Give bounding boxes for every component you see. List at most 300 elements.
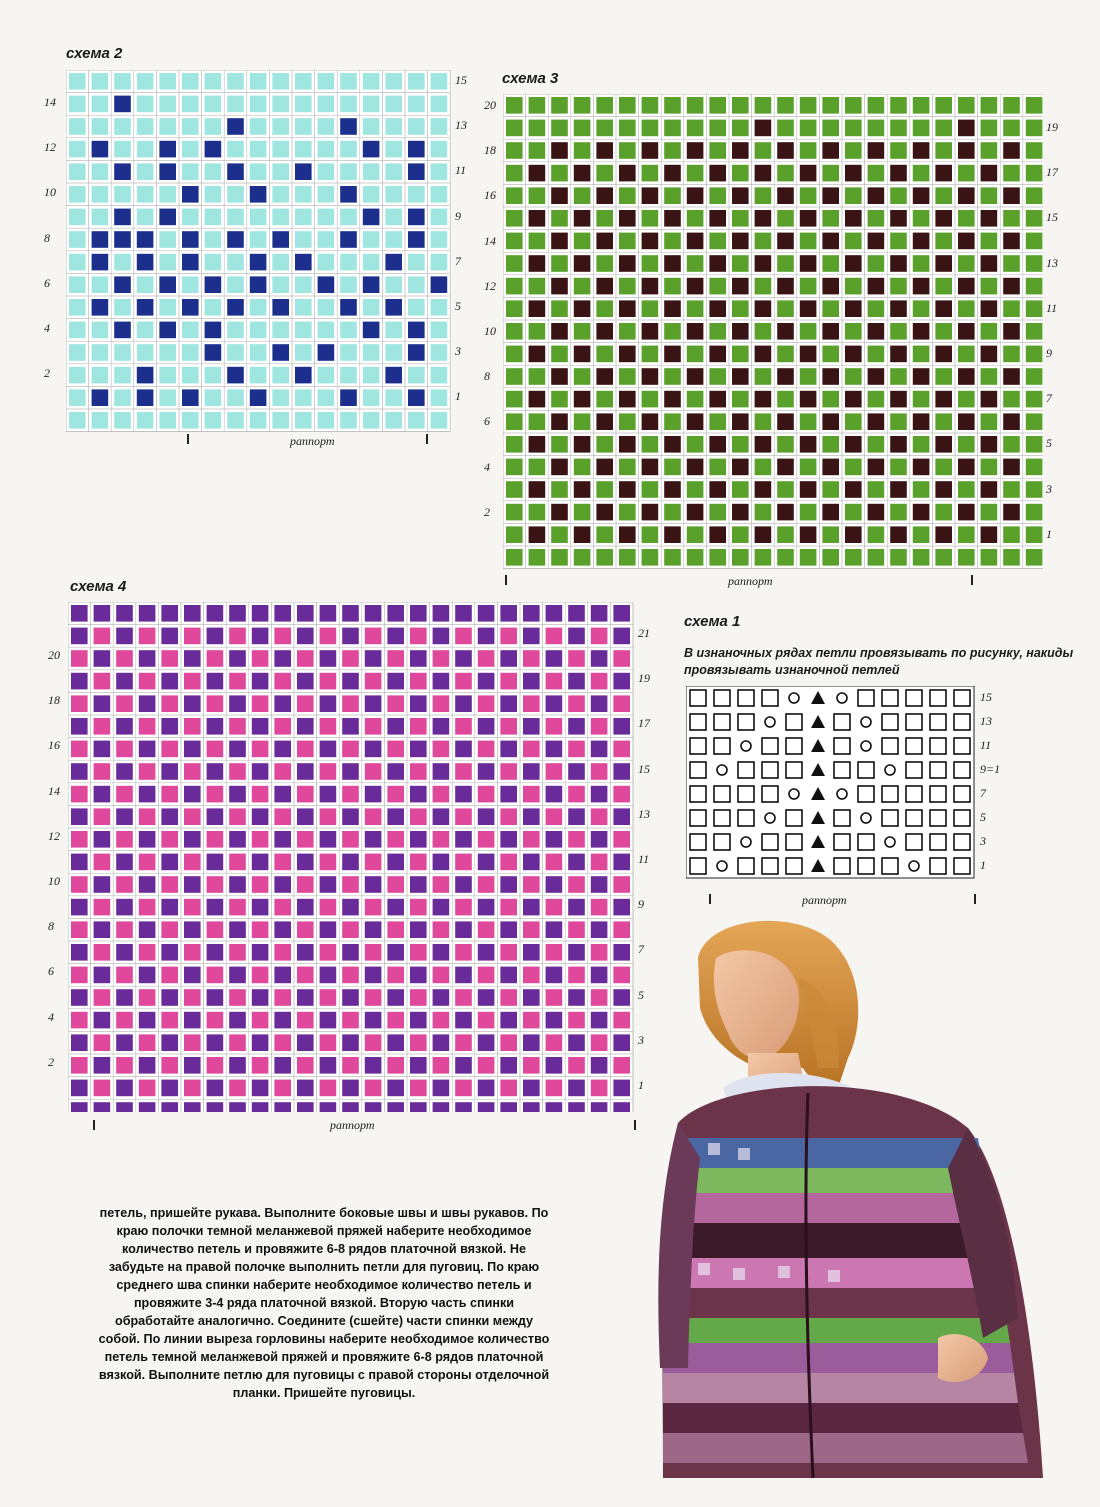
model-photo <box>638 918 1058 1498</box>
stitch-cell <box>385 254 402 271</box>
stitch-cell <box>613 763 630 780</box>
stitch-cell <box>935 187 952 204</box>
stitch-cell <box>184 944 201 961</box>
stitch-cell <box>1026 346 1043 363</box>
stitch-cell <box>455 650 472 667</box>
stitch-cell <box>455 763 472 780</box>
stitch-cell <box>546 899 563 916</box>
stitch-cell <box>500 628 517 645</box>
stitch-cell <box>981 300 998 317</box>
stitch-cell <box>274 1012 291 1029</box>
knit-symbol <box>738 810 754 826</box>
stitch-cell <box>410 1102 427 1112</box>
stitch-cell <box>342 944 359 961</box>
stitch-cell <box>161 628 178 645</box>
stitch-cell <box>981 255 998 272</box>
stitch-cell <box>387 854 404 871</box>
stitch-cell <box>551 549 568 566</box>
stitch-cell <box>295 254 312 271</box>
stitch-cell <box>408 276 425 293</box>
stitch-cell <box>551 233 568 250</box>
stitch-cell <box>568 1102 585 1112</box>
stitch-cell <box>342 876 359 893</box>
stitch-cell <box>295 344 312 361</box>
stitch-cell <box>363 209 380 226</box>
stitch-cell <box>755 481 772 498</box>
stitch-cell <box>295 322 312 339</box>
stitch-cell <box>613 673 630 690</box>
stitch-cell <box>274 718 291 735</box>
knit-symbol <box>858 690 874 706</box>
stitch-cell <box>229 921 246 938</box>
stitch-cell <box>732 233 749 250</box>
stitch-cell <box>1026 323 1043 340</box>
stitch-cell <box>205 209 222 226</box>
stitch-cell <box>274 989 291 1006</box>
stitch-cell <box>800 255 817 272</box>
row-number-right: 9 <box>455 208 461 223</box>
stitch-cell <box>455 967 472 984</box>
stitch-cell <box>229 695 246 712</box>
stitch-cell <box>755 165 772 182</box>
knit-symbol <box>930 738 946 754</box>
stitch-cell <box>500 741 517 758</box>
stitch-cell <box>365 650 382 667</box>
stitch-cell <box>500 1034 517 1051</box>
stitch-cell <box>619 391 636 408</box>
stitch-cell <box>755 187 772 204</box>
stitch-cell <box>71 628 88 645</box>
stitch-cell <box>890 459 907 476</box>
stitch-cell <box>363 186 380 203</box>
stitch-cell <box>295 412 312 429</box>
stitch-cell <box>574 255 591 272</box>
stitch-cell <box>320 605 337 622</box>
row-number-left: 14 <box>44 95 56 109</box>
stitch-cell <box>529 549 546 566</box>
stitch-cell <box>455 1012 472 1029</box>
stitch-cell <box>500 605 517 622</box>
stitch-cell <box>613 854 630 871</box>
stitch-cell <box>410 967 427 984</box>
stitch-cell <box>529 97 546 114</box>
stitch-cell <box>272 389 289 406</box>
stitch-cell <box>385 389 402 406</box>
knit-symbol <box>906 690 922 706</box>
stitch-cell <box>478 628 495 645</box>
stitch-cell <box>664 481 681 498</box>
stitch-cell <box>159 231 176 248</box>
stitch-cell <box>159 163 176 180</box>
stitch-cell <box>250 412 267 429</box>
stitch-cell <box>184 1012 201 1029</box>
stitch-cell <box>1003 120 1020 137</box>
stitch-cell <box>478 876 495 893</box>
stitch-cell <box>205 186 222 203</box>
stitch-cell <box>551 120 568 137</box>
stitch-cell <box>250 209 267 226</box>
stitch-cell <box>523 921 540 938</box>
stitch-cell <box>114 96 131 113</box>
stitch-cell <box>182 141 199 158</box>
stitch-cell <box>709 97 726 114</box>
stitch-cell <box>709 481 726 498</box>
stitch-cell <box>340 344 357 361</box>
stitch-cell <box>139 605 156 622</box>
stitch-cell <box>274 673 291 690</box>
stitch-cell <box>1003 97 1020 114</box>
stitch-cell <box>981 504 998 521</box>
stitch-cell <box>935 459 952 476</box>
stitch-cell <box>69 209 86 226</box>
stitch-cell <box>664 255 681 272</box>
stitch-cell <box>340 299 357 316</box>
stitch-cell <box>664 120 681 137</box>
stitch-cell <box>139 695 156 712</box>
stitch-cell <box>342 695 359 712</box>
stitch-cell <box>506 346 523 363</box>
stitch-cell <box>114 73 131 90</box>
stitch-cell <box>297 1102 314 1112</box>
stitch-cell <box>755 233 772 250</box>
stitch-cell <box>274 899 291 916</box>
stitch-cell <box>433 786 450 803</box>
stitch-cell <box>182 344 199 361</box>
stitch-cell <box>408 389 425 406</box>
stitch-cell <box>116 831 133 848</box>
stitch-cell <box>777 278 794 295</box>
stitch-cell <box>184 763 201 780</box>
row-number-right: 3 <box>980 834 986 848</box>
stitch-cell <box>408 367 425 384</box>
stitch-cell <box>822 323 839 340</box>
rapport-start-tick <box>505 575 507 585</box>
stitch-cell <box>363 231 380 248</box>
stitch-cell <box>320 718 337 735</box>
stitch-cell <box>252 786 269 803</box>
stitch-cell <box>410 673 427 690</box>
knit-symbol <box>786 810 802 826</box>
stitch-cell <box>184 718 201 735</box>
stitch-cell <box>342 718 359 735</box>
stitch-cell <box>320 628 337 645</box>
stitch-cell <box>455 741 472 758</box>
stitch-cell <box>205 96 222 113</box>
stitch-cell <box>613 921 630 938</box>
stitch-cell <box>205 276 222 293</box>
stitch-cell <box>408 209 425 226</box>
scheme-3-rapport-label: раппорт <box>728 574 773 588</box>
stitch-cell <box>272 186 289 203</box>
stitch-cell <box>318 412 335 429</box>
stitch-cell <box>161 899 178 916</box>
row-number-right: 11 <box>1046 300 1058 315</box>
stitch-cell <box>845 278 862 295</box>
knit-symbol <box>834 858 850 874</box>
stitch-cell <box>274 628 291 645</box>
stitch-cell <box>1026 391 1043 408</box>
stitch-cell <box>137 276 154 293</box>
stitch-cell <box>574 300 591 317</box>
stitch-cell <box>365 1080 382 1097</box>
stitch-cell <box>596 459 613 476</box>
stitch-cell <box>137 344 154 361</box>
knit-symbol <box>954 738 970 754</box>
stitch-cell <box>387 650 404 667</box>
stitch-cell <box>229 967 246 984</box>
stitch-cell <box>500 854 517 871</box>
stitch-cell <box>913 459 930 476</box>
stitch-cell <box>92 344 109 361</box>
stitch-cell <box>342 741 359 758</box>
stitch-cell <box>295 186 312 203</box>
stitch-cell <box>822 504 839 521</box>
stitch-cell <box>408 322 425 339</box>
stitch-cell <box>777 255 794 272</box>
stitch-cell <box>981 97 998 114</box>
stitch-cell <box>709 549 726 566</box>
row-number-left: 4 <box>48 1009 54 1024</box>
stitch-cell <box>981 210 998 227</box>
stitch-cell <box>229 605 246 622</box>
stitch-cell <box>71 967 88 984</box>
stitch-cell <box>71 763 88 780</box>
stitch-cell <box>935 300 952 317</box>
stitch-cell <box>161 650 178 667</box>
stitch-cell <box>868 526 885 543</box>
stitch-cell <box>574 481 591 498</box>
stitch-cell <box>845 504 862 521</box>
stitch-cell <box>709 120 726 137</box>
stitch-cell <box>551 300 568 317</box>
row-number-left: 4 <box>484 459 490 474</box>
stitch-cell <box>274 808 291 825</box>
stitch-cell <box>295 367 312 384</box>
knit-symbol <box>954 786 970 802</box>
stitch-cell <box>94 786 111 803</box>
stitch-cell <box>732 187 749 204</box>
stitch-cell <box>981 368 998 385</box>
stitch-cell <box>732 436 749 453</box>
row-number-right: 15 <box>980 690 992 704</box>
stitch-cell <box>455 989 472 1006</box>
stitch-cell <box>340 209 357 226</box>
stitch-cell <box>981 323 998 340</box>
stitch-cell <box>342 808 359 825</box>
stitch-cell <box>252 1057 269 1074</box>
stitch-cell <box>92 254 109 271</box>
stitch-cell <box>596 346 613 363</box>
stitch-cell <box>755 142 772 159</box>
stitch-cell <box>182 412 199 429</box>
stitch-cell <box>250 186 267 203</box>
stitch-cell <box>320 989 337 1006</box>
stitch-cell <box>845 97 862 114</box>
stitch-cell <box>687 97 704 114</box>
stitch-cell <box>385 73 402 90</box>
row-number-right: 1 <box>455 389 461 404</box>
stitch-cell <box>596 368 613 385</box>
stitch-cell <box>297 1057 314 1074</box>
row-number-right: 3 <box>455 344 461 359</box>
stitch-cell <box>229 786 246 803</box>
stitch-cell <box>777 413 794 430</box>
stitch-cell <box>272 299 289 316</box>
stitch-cell <box>363 141 380 158</box>
stitch-cell <box>182 254 199 271</box>
stitch-cell <box>182 299 199 316</box>
stitch-cell <box>385 163 402 180</box>
stitch-cell <box>114 231 131 248</box>
stitch-cell <box>822 120 839 137</box>
stitch-cell <box>455 605 472 622</box>
row-number-right: 13 <box>638 806 650 821</box>
stitch-cell <box>320 1057 337 1074</box>
stitch-cell <box>252 876 269 893</box>
stitch-cell <box>363 73 380 90</box>
stitch-cell <box>387 989 404 1006</box>
stitch-cell <box>642 346 659 363</box>
stitch-cell <box>732 210 749 227</box>
stitch-cell <box>822 459 839 476</box>
row-number-left: 6 <box>44 275 50 290</box>
stitch-cell <box>227 254 244 271</box>
stitch-cell <box>431 186 448 203</box>
stitch-cell <box>318 276 335 293</box>
stitch-cell <box>205 299 222 316</box>
stitch-cell <box>822 233 839 250</box>
stitch-cell <box>523 944 540 961</box>
stitch-cell <box>755 120 772 137</box>
stitch-cell <box>227 163 244 180</box>
row-number-right: 11 <box>638 852 650 866</box>
stitch-cell <box>229 1012 246 1029</box>
stitch-cell <box>596 436 613 453</box>
stitch-cell <box>71 650 88 667</box>
stitch-cell <box>340 96 357 113</box>
stitch-cell <box>184 1102 201 1112</box>
stitch-cell <box>506 255 523 272</box>
stitch-cell <box>92 389 109 406</box>
stitch-cell <box>642 413 659 430</box>
stitch-cell <box>94 808 111 825</box>
stitch-cell <box>981 120 998 137</box>
rapport-end-tick <box>426 434 428 444</box>
stitch-cell <box>159 344 176 361</box>
stitch-cell <box>433 763 450 780</box>
stitch-cell <box>546 673 563 690</box>
stitch-cell <box>755 300 772 317</box>
stitch-cell <box>822 97 839 114</box>
stitch-cell <box>890 142 907 159</box>
stitch-cell <box>340 367 357 384</box>
stitch-cell <box>523 673 540 690</box>
stitch-cell <box>92 118 109 135</box>
rapport-start-tick <box>709 894 711 904</box>
stitch-cell <box>365 808 382 825</box>
scheme-4-rapport-label: раппорт <box>330 1118 375 1132</box>
stitch-cell <box>387 876 404 893</box>
row-number-left: 18 <box>484 143 496 158</box>
stitch-cell <box>568 1057 585 1074</box>
stitch-cell <box>116 967 133 984</box>
stitch-cell <box>320 921 337 938</box>
stitch-cell <box>551 97 568 114</box>
stitch-cell <box>320 1102 337 1112</box>
stitch-cell <box>433 876 450 893</box>
stitch-cell <box>363 96 380 113</box>
stitch-cell <box>574 142 591 159</box>
stitch-cell <box>642 300 659 317</box>
stitch-cell <box>506 97 523 114</box>
stitch-cell <box>252 628 269 645</box>
stitch-cell <box>137 389 154 406</box>
stitch-cell <box>410 808 427 825</box>
stitch-cell <box>182 118 199 135</box>
knit-symbol <box>930 714 946 730</box>
stitch-cell <box>137 96 154 113</box>
stitch-cell <box>591 854 608 871</box>
stitch-cell <box>523 741 540 758</box>
stitch-cell <box>184 673 201 690</box>
stitch-cell <box>568 718 585 735</box>
stitch-cell <box>529 210 546 227</box>
row-number-right: 11 <box>980 738 992 752</box>
stitch-cell <box>523 876 540 893</box>
stitch-cell <box>114 118 131 135</box>
knit-symbol <box>834 810 850 826</box>
stitch-cell <box>207 944 224 961</box>
stitch-cell <box>755 97 772 114</box>
stitch-cell <box>1026 300 1043 317</box>
stitch-cell <box>139 1102 156 1112</box>
stitch-cell <box>591 741 608 758</box>
stitch-cell <box>596 255 613 272</box>
stitch-cell <box>591 786 608 803</box>
stitch-cell <box>596 210 613 227</box>
stitch-cell <box>71 1034 88 1051</box>
stitch-cell <box>272 96 289 113</box>
stitch-cell <box>139 989 156 1006</box>
stitch-cell <box>410 1057 427 1074</box>
stitch-cell <box>913 323 930 340</box>
stitch-cell <box>184 695 201 712</box>
stitch-cell <box>69 141 86 158</box>
stitch-cell <box>184 921 201 938</box>
stitch-cell <box>387 605 404 622</box>
stitch-cell <box>890 120 907 137</box>
stitch-cell <box>274 605 291 622</box>
stitch-cell <box>71 831 88 848</box>
stitch-cell <box>207 967 224 984</box>
stitch-cell <box>523 831 540 848</box>
stitch-cell <box>777 368 794 385</box>
stitch-cell <box>568 605 585 622</box>
stitch-cell <box>408 254 425 271</box>
stitch-cell <box>822 300 839 317</box>
stitch-cell <box>410 786 427 803</box>
stitch-cell <box>365 763 382 780</box>
rapport-start-tick <box>187 434 189 444</box>
stitch-cell <box>295 141 312 158</box>
stitch-cell <box>161 831 178 848</box>
stitch-cell <box>506 436 523 453</box>
stitch-cell <box>184 808 201 825</box>
stitch-cell <box>755 436 772 453</box>
stitch-cell <box>114 209 131 226</box>
stitch-cell <box>709 436 726 453</box>
row-number-left: 20 <box>48 648 60 662</box>
